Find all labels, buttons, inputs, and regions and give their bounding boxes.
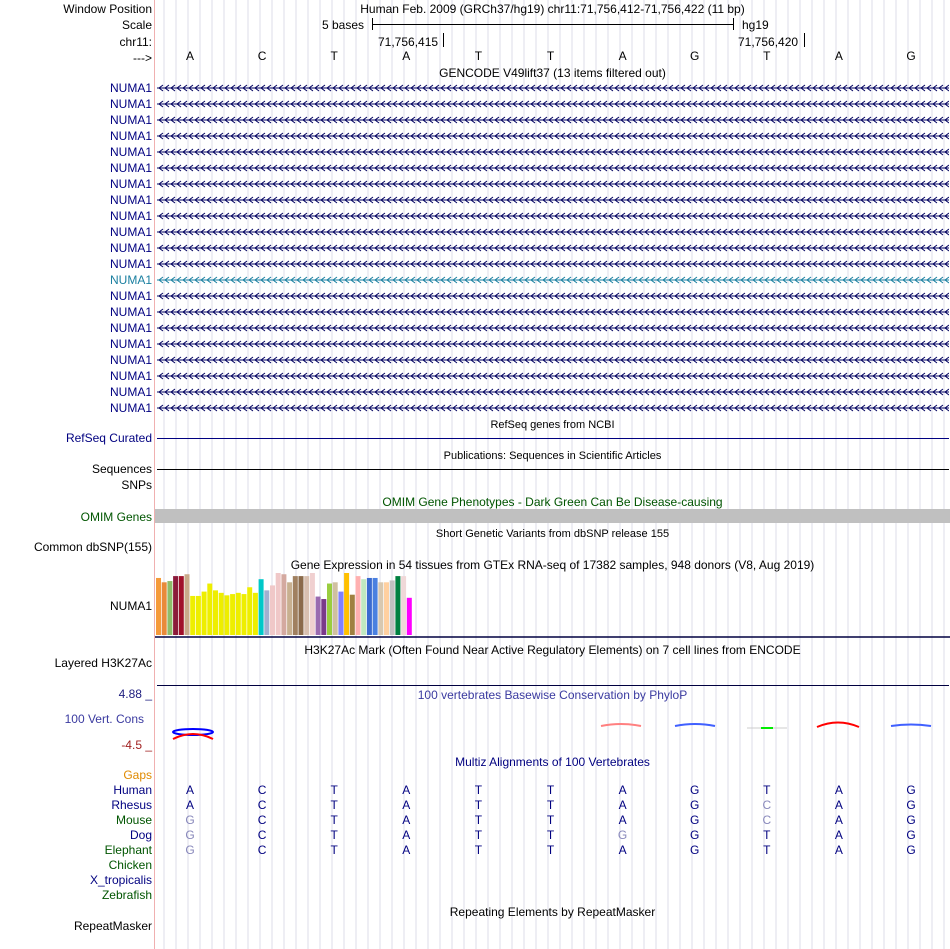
multiz-aligned-base: A <box>618 813 627 827</box>
gencode-item-label[interactable]: NUMA1 <box>109 289 152 303</box>
gtex-tissue-bar[interactable] <box>190 596 195 635</box>
minus-strand-arrows <box>157 117 949 123</box>
multiz-aligned-base: C <box>762 798 772 812</box>
gtex-tissue-bar[interactable] <box>156 578 161 635</box>
gtex-tissue-bar[interactable] <box>299 576 304 635</box>
h3k27ac-baseline <box>157 685 949 686</box>
gtex-tissue-bar[interactable] <box>247 587 252 635</box>
multiz-species-label[interactable]: Elephant <box>104 843 152 857</box>
phylop-signal[interactable] <box>155 715 950 745</box>
multiz-aligned-base: T <box>330 843 338 857</box>
multiz-aligned-base: G <box>690 813 700 827</box>
gtex-tissue-bar[interactable] <box>321 599 326 635</box>
gencode-transcript[interactable] <box>157 388 949 396</box>
multiz-aligned-base: G <box>906 843 916 857</box>
minus-strand-arrows <box>157 229 949 235</box>
gencode-track-title[interactable]: GENCODE V49lift37 (13 items filtered out) <box>439 66 666 80</box>
strand-label: ---> <box>133 51 152 65</box>
gencode-transcript[interactable] <box>157 340 949 348</box>
gencode-transcript[interactable] <box>157 292 949 300</box>
minus-strand-arrows <box>157 245 949 251</box>
reference-base: T <box>763 49 771 63</box>
multiz-aligned-base: A <box>185 798 194 812</box>
gtex-tissue-bar[interactable] <box>219 593 224 635</box>
dbsnp-track-title[interactable]: Short Genetic Variants from dbSNP release 155 <box>435 528 670 540</box>
multiz-aligned-base: A <box>618 843 627 857</box>
multiz-aligned-base: T <box>763 828 771 842</box>
scale-label: Scale <box>121 18 152 32</box>
multiz-aligned-base: C <box>257 783 267 797</box>
gencode-transcript[interactable] <box>157 260 949 268</box>
gencode-item-label[interactable]: NUMA1 <box>109 257 152 271</box>
multiz-aligned-base: A <box>834 783 843 797</box>
minus-strand-arrows <box>157 213 949 219</box>
minus-strand-arrows <box>157 101 949 107</box>
gtex-tissue-bar[interactable] <box>310 573 315 635</box>
gtex-tissue-bar[interactable] <box>407 598 412 635</box>
multiz-aligned-base: A <box>618 798 627 812</box>
multiz-aligned-base: C <box>257 828 267 842</box>
gtex-tissue-bar[interactable] <box>356 576 361 635</box>
minus-strand-arrows <box>157 357 949 363</box>
scale-assembly: hg19 <box>742 18 769 32</box>
gencode-item-label[interactable]: NUMA1 <box>109 353 152 367</box>
multiz-species-label[interactable]: Zebrafish <box>101 888 152 902</box>
multiz-species-label[interactable]: Chicken <box>108 858 152 872</box>
gencode-transcript[interactable] <box>157 324 949 332</box>
gencode-item-label[interactable]: NUMA1 <box>109 321 152 335</box>
multiz-species-label[interactable]: Rhesus <box>111 798 152 812</box>
multiz-aligned-base: A <box>402 843 411 857</box>
gencode-item-label[interactable]: NUMA1 <box>109 401 152 415</box>
gtex-tissue-bar[interactable] <box>304 576 309 635</box>
h3k27ac-track-label[interactable]: Layered H3K27Ac <box>54 656 152 670</box>
minus-strand-arrows <box>157 373 949 379</box>
gtex-tissue-bar[interactable] <box>253 593 258 635</box>
minus-strand-arrows <box>157 389 949 395</box>
gencode-item-label[interactable]: NUMA1 <box>109 273 152 287</box>
multiz-species-label[interactable]: Mouse <box>115 813 152 827</box>
minus-strand-arrows <box>157 261 949 267</box>
h3k27ac-track-title[interactable]: H3K27Ac Mark (Often Found Near Active Regulatory Elements) on 7 cell lines from ENCODE <box>304 643 801 657</box>
multiz-aligned-base: A <box>402 798 411 812</box>
position-tick-2 <box>804 33 805 47</box>
multiz-aligned-base: C <box>762 813 772 827</box>
multiz-aligned-base: A <box>834 828 843 842</box>
multiz-aligned-base: A <box>834 843 843 857</box>
minus-strand-arrows <box>157 197 949 203</box>
phylop-glyph-8 <box>891 725 931 727</box>
reference-base: T <box>330 49 338 63</box>
window-position-text[interactable]: Human Feb. 2009 (GRCh37/hg19) chr11:71,756,412-71,756,422 (11 bp) <box>360 2 745 16</box>
gencode-item-label[interactable]: NUMA1 <box>109 129 152 143</box>
gencode-item-label[interactable]: NUMA1 <box>109 369 152 383</box>
gencode-transcript[interactable] <box>157 228 949 236</box>
reference-base: C <box>257 49 267 63</box>
gencode-transcript[interactable] <box>157 164 949 172</box>
repeatmasker-track-title[interactable]: Repeating Elements by RepeatMasker <box>449 905 656 919</box>
reference-base: G <box>906 49 916 63</box>
multiz-species-label[interactable]: Dog <box>129 828 152 842</box>
phylop-track-title[interactable]: 100 vertebrates Basewise Conservation by PhyloP <box>417 688 688 702</box>
phylop-min-label: -4.5 _ <box>121 738 152 752</box>
multiz-aligned-base: G <box>906 798 916 812</box>
reference-base: A <box>618 49 627 63</box>
gtex-tissue-bar[interactable] <box>367 578 372 635</box>
multiz-aligned-base: T <box>474 783 483 797</box>
gencode-transcript[interactable] <box>157 356 949 364</box>
gencode-transcript[interactable] <box>157 212 949 220</box>
gtex-tissue-bar[interactable] <box>179 576 184 635</box>
gencode-item-label[interactable]: NUMA1 <box>109 97 152 111</box>
gtex-tissue-bar[interactable] <box>378 582 383 635</box>
gencode-item-label[interactable]: NUMA1 <box>109 81 152 95</box>
gtex-tissue-bar[interactable] <box>264 590 269 635</box>
reference-base: G <box>690 49 700 63</box>
multiz-aligned-base: G <box>185 843 195 857</box>
minus-strand-arrows <box>157 293 949 299</box>
gencode-transcript[interactable] <box>157 84 949 92</box>
multiz-aligned-base: T <box>763 783 771 797</box>
minus-strand-arrows <box>157 405 949 411</box>
gtex-tissue-bar[interactable] <box>293 576 298 635</box>
gencode-item-label[interactable]: NUMA1 <box>109 385 152 399</box>
gtex-expression-chart[interactable] <box>155 573 950 639</box>
multiz-aligned-base: T <box>763 843 771 857</box>
gtex-tissue-bar[interactable] <box>390 580 395 635</box>
minus-strand-arrows <box>157 181 949 187</box>
scale-text: 5 bases <box>322 18 365 32</box>
gtex-tissue-bar[interactable] <box>361 579 366 635</box>
gtex-tissue-bar[interactable] <box>344 573 349 635</box>
gencode-transcript[interactable] <box>157 100 949 108</box>
multiz-aligned-base: T <box>546 783 555 797</box>
phylop-glyph-7 <box>817 723 859 728</box>
dbsnp-track-label[interactable]: Common dbSNP(155) <box>33 540 152 554</box>
multiz-aligned-base: T <box>330 783 338 797</box>
publications-sequence-line[interactable] <box>157 469 949 470</box>
gencode-item-label[interactable]: NUMA1 <box>109 113 152 127</box>
gtex-tissue-bar[interactable] <box>316 597 321 635</box>
gencode-item-label[interactable]: NUMA1 <box>109 241 152 255</box>
refseq-track-title[interactable]: RefSeq genes from NCBI <box>490 419 615 431</box>
gencode-item-label[interactable]: NUMA1 <box>109 177 152 191</box>
multiz-aligned-base: T <box>474 798 483 812</box>
gtex-tissue-bar[interactable] <box>185 574 190 635</box>
gencode-transcript[interactable] <box>157 372 949 380</box>
gtex-tissue-bar[interactable] <box>281 574 286 635</box>
multiz-aligned-base: T <box>330 813 338 827</box>
gtex-tissue-bar[interactable] <box>395 576 400 635</box>
position-label-1: 71,756,415 <box>378 35 439 49</box>
gencode-transcript[interactable] <box>157 132 949 140</box>
gencode-transcript[interactable] <box>157 116 949 124</box>
window-position-label: Window Position <box>63 2 152 16</box>
minus-strand-arrows <box>157 309 949 315</box>
reference-base: T <box>546 49 555 63</box>
gtex-tissue-bar[interactable] <box>167 581 172 635</box>
multiz-aligned-base: T <box>330 798 338 812</box>
omim-gene-bar[interactable] <box>155 509 950 523</box>
gtex-track-label[interactable]: NUMA1 <box>109 599 152 613</box>
multiz-aligned-base: T <box>330 828 338 842</box>
gencode-transcript[interactable] <box>157 180 949 188</box>
multiz-aligned-base: A <box>402 813 411 827</box>
phylop-glyph-4 <box>601 724 641 726</box>
gencode-transcript[interactable] <box>157 148 949 156</box>
minus-strand-arrows <box>157 341 949 347</box>
gencode-item-label[interactable]: NUMA1 <box>109 337 152 351</box>
gencode-item-label[interactable]: NUMA1 <box>109 305 152 319</box>
gtex-tissue-bar[interactable] <box>401 576 406 635</box>
multiz-aligned-base: C <box>257 813 267 827</box>
minus-strand-arrows <box>157 133 949 139</box>
gtex-tissue-bar[interactable] <box>338 592 343 635</box>
scale-bar <box>372 24 733 25</box>
gtex-tissue-bar[interactable] <box>287 582 292 635</box>
gtex-tissue-bar[interactable] <box>333 582 338 635</box>
multiz-aligned-base: G <box>906 783 916 797</box>
multiz-aligned-base: G <box>690 783 700 797</box>
multiz-aligned-base: T <box>546 798 555 812</box>
gtex-tissue-bar[interactable] <box>202 592 207 635</box>
gencode-item-label[interactable]: NUMA1 <box>109 209 152 223</box>
multiz-gaps-label[interactable]: Gaps <box>123 768 152 782</box>
gencode-transcript[interactable] <box>157 196 949 204</box>
gencode-item-label[interactable]: NUMA1 <box>109 225 152 239</box>
minus-strand-arrows <box>157 85 949 91</box>
multiz-track-title[interactable]: Multiz Alignments of 100 Vertebrates <box>455 755 650 769</box>
multiz-aligned-base: G <box>690 828 700 842</box>
gtex-tissue-bar[interactable] <box>270 585 275 635</box>
gtex-tissue-bar[interactable] <box>173 576 178 635</box>
multiz-aligned-base: G <box>906 828 916 842</box>
publications-track-label[interactable]: Sequences <box>91 462 152 476</box>
reference-base: T <box>474 49 483 63</box>
gtex-tissue-bar[interactable] <box>162 582 167 635</box>
multiz-aligned-base: C <box>257 798 267 812</box>
gencode-transcript[interactable] <box>157 308 949 316</box>
gtex-tissue-bar[interactable] <box>350 595 355 635</box>
gencode-item-label[interactable]: NUMA1 <box>109 145 152 159</box>
gtex-tissue-bar[interactable] <box>373 578 378 635</box>
refseq-track-label[interactable]: RefSeq Curated <box>65 431 152 445</box>
minus-strand-arrows <box>157 149 949 155</box>
label-panel-border <box>154 0 155 949</box>
gencode-transcript[interactable] <box>157 404 949 412</box>
gtex-tissue-bar[interactable] <box>259 579 264 635</box>
snps-track-label[interactable]: SNPs <box>121 478 152 492</box>
phylop-max-label: 4.88 _ <box>118 687 152 701</box>
gtex-track-title[interactable]: Gene Expression in 54 tissues from GTEx RNA-seq of 17382 samples, 948 donors (V8, Aug 2019) <box>290 558 815 572</box>
multiz-aligned-base: A <box>402 828 411 842</box>
gtex-tissue-bar[interactable] <box>327 584 332 635</box>
phylop-glyph-5 <box>675 724 715 726</box>
gtex-tissue-bar[interactable] <box>236 593 241 635</box>
omim-track-label[interactable]: OMIM Genes <box>80 510 152 524</box>
refseq-gene-line[interactable] <box>157 438 949 439</box>
multiz-species-label[interactable]: X_tropicalis <box>89 873 152 887</box>
reference-base: A <box>834 49 843 63</box>
multiz-aligned-base: T <box>474 843 483 857</box>
gencode-item-label[interactable]: NUMA1 <box>109 193 152 207</box>
repeatmasker-track-label[interactable]: RepeatMasker <box>73 919 152 933</box>
multiz-aligned-base: A <box>834 813 843 827</box>
chrom-label: chr11: <box>119 35 152 49</box>
multiz-aligned-base: C <box>257 843 267 857</box>
minus-strand-arrows <box>157 277 949 283</box>
gencode-transcript[interactable] <box>157 244 949 252</box>
omim-track-title[interactable]: OMIM Gene Phenotypes - Dark Green Can Be Disease-causing <box>382 495 723 509</box>
multiz-aligned-base: G <box>185 813 195 827</box>
multiz-aligned-base: G <box>690 798 700 812</box>
multiz-aligned-base: G <box>906 813 916 827</box>
multiz-aligned-base: T <box>474 828 483 842</box>
phylop-track-label[interactable]: 100 Vert. Cons <box>64 712 144 726</box>
reference-base: A <box>185 49 194 63</box>
multiz-aligned-base: T <box>546 813 555 827</box>
scale-bar-right-tick <box>733 18 734 30</box>
gtex-tissue-bar[interactable] <box>276 573 281 635</box>
multiz-aligned-base: T <box>474 813 483 827</box>
position-tick-1 <box>443 33 444 47</box>
minus-strand-arrows <box>157 165 949 171</box>
multiz-aligned-base: A <box>402 783 411 797</box>
gtex-tissue-bar[interactable] <box>196 596 201 635</box>
multiz-aligned-base: G <box>617 828 628 842</box>
gtex-tissue-bar[interactable] <box>230 594 235 635</box>
gtex-tissue-bar[interactable] <box>242 594 247 635</box>
multiz-aligned-base: A <box>618 783 627 797</box>
multiz-aligned-base: G <box>690 843 700 857</box>
gtex-tissue-bar[interactable] <box>384 582 389 635</box>
minus-strand-arrows <box>157 325 949 331</box>
position-label-2: 71,756,420 <box>738 35 799 49</box>
gtex-tissue-bar[interactable] <box>207 584 212 635</box>
multiz-aligned-base: T <box>546 828 555 842</box>
gencode-item-label[interactable]: NUMA1 <box>109 161 152 175</box>
publications-track-title[interactable]: Publications: Sequences in Scientific Articles <box>443 450 662 462</box>
gencode-transcript[interactable] <box>157 276 949 284</box>
gtex-tissue-bar[interactable] <box>213 590 218 635</box>
multiz-aligned-base: A <box>185 783 194 797</box>
multiz-aligned-base: T <box>546 843 555 857</box>
multiz-aligned-base: G <box>185 828 195 842</box>
multiz-aligned-base: A <box>834 798 843 812</box>
reference-base: A <box>402 49 411 63</box>
multiz-species-label[interactable]: Human <box>113 783 152 797</box>
gtex-tissue-bar[interactable] <box>224 595 229 635</box>
